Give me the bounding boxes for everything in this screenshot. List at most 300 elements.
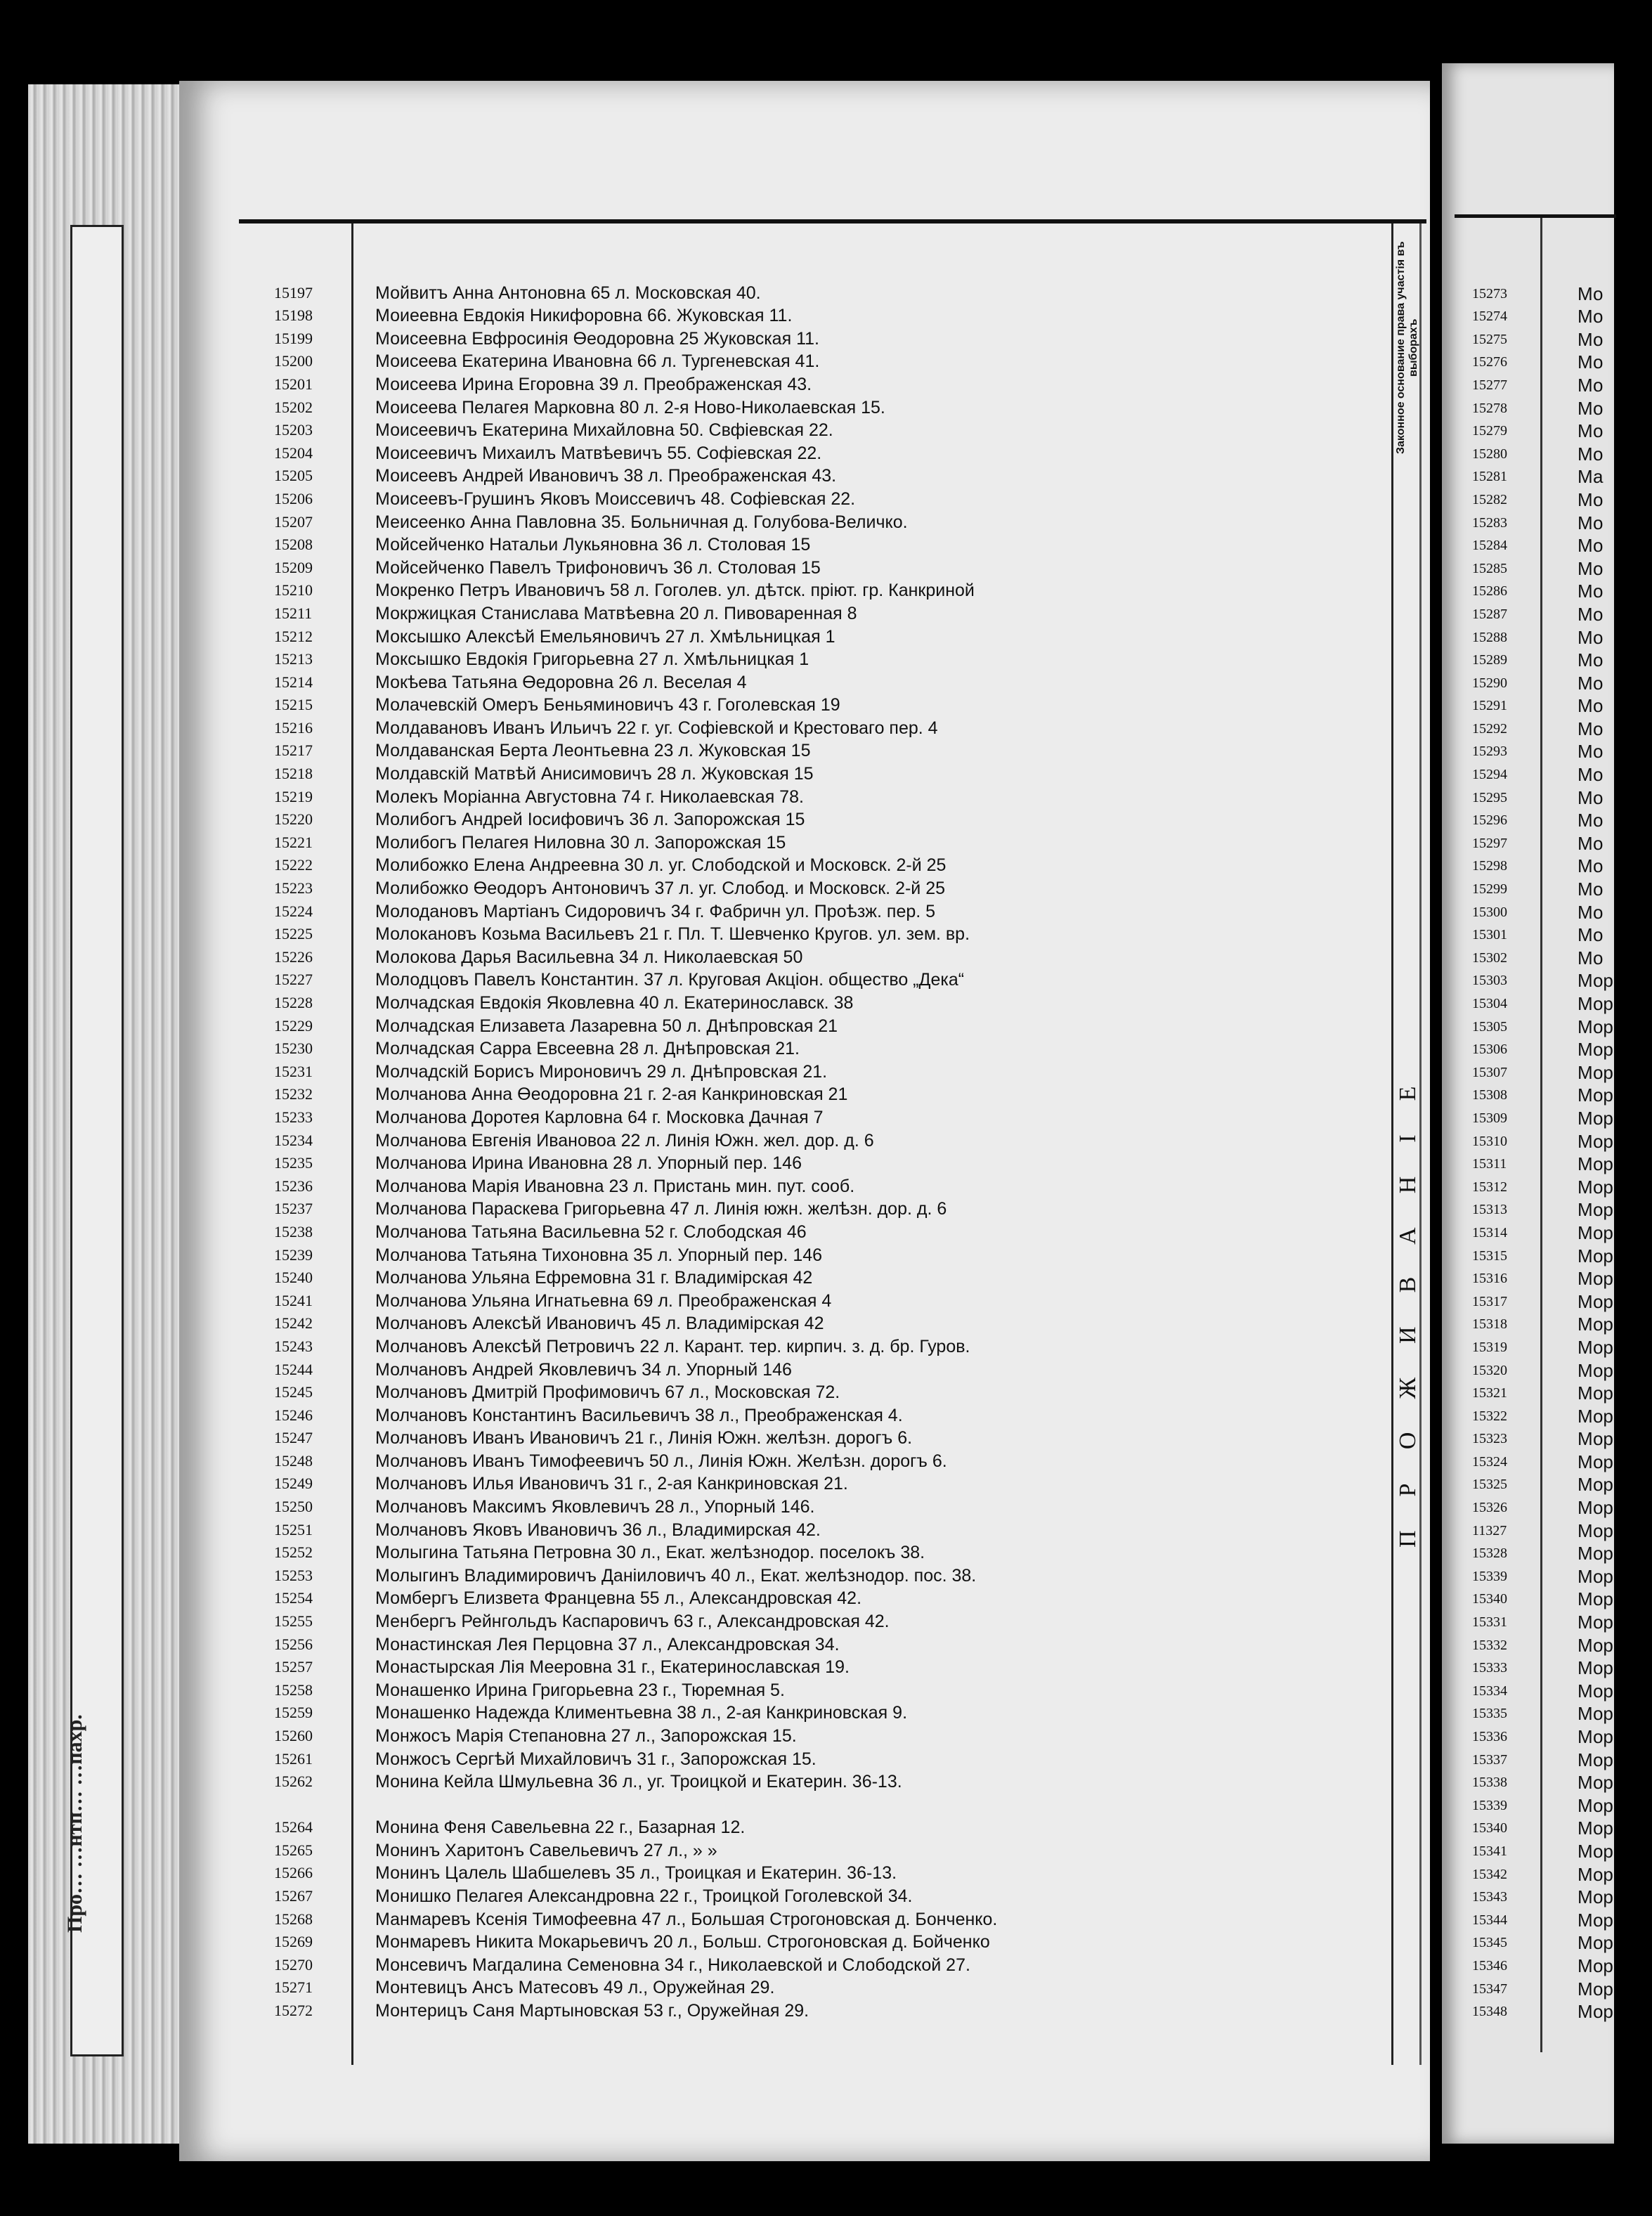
list-item — [1472, 371, 1652, 394]
entry-number: 15290 — [1472, 675, 1507, 691]
list-item — [1472, 1746, 1652, 1769]
entry-text: Молодановъ Мартіанъ Сидоровичъ 34 г. Фабричн ул. Проѣзж. пер. 5 — [375, 901, 936, 921]
entry-text: Мор — [1578, 1336, 1613, 1358]
entry-text: Мор — [1578, 1726, 1613, 1747]
entry-number: 15296 — [1472, 812, 1507, 829]
entry-text: Молыгина Татьяна Петровна 30 л., Екат. желѣзнодор. поселокъ 38. — [375, 1543, 925, 1563]
entry-number: 15265 — [274, 1841, 313, 1859]
list-item — [1472, 509, 1652, 532]
list-item — [274, 1769, 1370, 1792]
entry-text: Мо — [1578, 283, 1604, 304]
list-item — [1472, 967, 1652, 990]
list-item — [1472, 1196, 1652, 1219]
entry-number: 15323 — [1472, 1431, 1507, 1447]
list-item — [1472, 1151, 1652, 1174]
entry-text: Молчановъ Андрей Яковлевичъ 34 л. Упорный 146 — [375, 1359, 792, 1380]
entry-text: Моксышко Алексѣй Емельяновичъ 27 л. Хмѣльницкая 1 — [375, 626, 835, 647]
entry-number: 15295 — [1472, 789, 1507, 805]
entry-number: 15341 — [1472, 1843, 1507, 1859]
entry-text: Мор — [1578, 1359, 1613, 1381]
entry-text: Молыгинъ Владимировичъ Даніиловичъ 40 л., Екат. желѣзнодор. пос. 38. — [375, 1565, 977, 1586]
entry-number: 15333 — [1472, 1660, 1507, 1676]
list-item — [1472, 1356, 1652, 1380]
entry-text: Монастырская Лія Меерoвна 31 г., Екатеринославская 19. — [375, 1657, 850, 1678]
list-item — [1472, 532, 1652, 555]
entry-number: 15264 — [274, 1818, 313, 1836]
entry-number: 15306 — [1472, 1042, 1507, 1058]
entry-number: 15344 — [1472, 1912, 1507, 1928]
list-item — [274, 1883, 1370, 1906]
list-item — [274, 1448, 1370, 1471]
entry-text: Мор — [1578, 993, 1613, 1014]
entry-number: 15281 — [1472, 469, 1507, 485]
list-item — [274, 1677, 1370, 1700]
list-item — [274, 738, 1370, 761]
list-item — [274, 463, 1370, 486]
list-item — [274, 784, 1370, 807]
list-item — [274, 371, 1370, 394]
list-item — [274, 1540, 1370, 1563]
entry-text: Мо — [1578, 741, 1604, 763]
entry-text: Моисеевъ Андрей Ивановичъ 38 л. Преображенская 43. — [375, 466, 837, 486]
list-item — [1472, 1333, 1652, 1356]
entry-number: 15288 — [1472, 629, 1507, 645]
list-item — [1472, 875, 1652, 898]
entry-number: 15270 — [274, 1955, 313, 1974]
list-item — [1472, 1265, 1652, 1288]
entry-number: 15336 — [1472, 1729, 1507, 1744]
entry-text: Мойвитъ Анна Антоновна 65 л. Московская 40. — [375, 283, 761, 303]
list-item — [1472, 1815, 1652, 1838]
entry-number: 15225 — [274, 925, 313, 943]
entry-number: 15275 — [1472, 331, 1507, 347]
list-item — [274, 1425, 1370, 1449]
entry-number: 11327 — [1472, 1522, 1507, 1538]
entry-text: Молокова Дарья Васильевна 34 л. Николаевская 50 — [375, 947, 803, 967]
list-item — [1472, 784, 1652, 807]
list-item — [1472, 1586, 1652, 1609]
entry-text: Молчанова Параскева Григорьевна 47 л. Линія южн. желѣзн. дор. д. 6 — [375, 1199, 947, 1219]
list-item — [274, 555, 1370, 578]
list-item — [274, 440, 1370, 463]
entry-number: 15267 — [274, 1886, 313, 1905]
entry-number: 15209 — [274, 558, 313, 576]
list-item — [1472, 349, 1652, 372]
entry-number: 15282 — [1472, 491, 1507, 507]
list-item — [1472, 1219, 1652, 1242]
entry-number: 15313 — [1472, 1202, 1507, 1218]
entry-text: Мор — [1578, 1909, 1613, 1931]
list-item — [274, 303, 1370, 326]
entry-number: 15321 — [1472, 1385, 1507, 1401]
list-item — [1472, 1677, 1652, 1700]
entry-number: 15348 — [1472, 2004, 1507, 2020]
entry-number: 15199 — [274, 329, 313, 347]
entry-text: Мо — [1578, 306, 1604, 328]
entry-text: Мор — [1578, 1657, 1613, 1679]
entry-number: 15222 — [274, 856, 313, 874]
list-item — [274, 921, 1370, 945]
entry-text: Монмаревъ Никита Мокарьевичъ 20 л., Больш. Строгоновская д. Бойченко — [375, 1932, 990, 1952]
list-item — [274, 853, 1370, 876]
entry-number: 15198 — [274, 306, 313, 325]
list-item — [1472, 898, 1652, 921]
list-item — [274, 807, 1370, 830]
entry-text: Мор — [1578, 1520, 1613, 1541]
entry-number: 15226 — [274, 947, 313, 966]
list-item — [274, 532, 1370, 555]
entry-number: 15231 — [274, 1062, 313, 1080]
entry-number: 15312 — [1472, 1179, 1507, 1195]
entry-text: Меисеенко Анна Павловна 35. Больничная д. Голубова-Величко. — [375, 512, 908, 532]
entry-text: Мо — [1578, 603, 1604, 625]
list-item — [274, 1402, 1370, 1425]
entry-text: Мор — [1578, 1840, 1613, 1862]
list-item — [274, 1196, 1370, 1219]
entry-text: Молдаванская Берта Леонтьевна 23 л. Жуковская 15 — [375, 741, 811, 761]
list-item — [1472, 669, 1652, 692]
entry-text: Мор — [1578, 1245, 1613, 1266]
entry-number: 15223 — [274, 879, 313, 898]
entry-number: 15272 — [274, 2001, 313, 2019]
entry-text: Мор — [1578, 1084, 1613, 1106]
entry-text: Мор — [1578, 1543, 1613, 1564]
entry-text: Моисеева Екатерина Ивановна 66 л. Тургеневская 41. — [375, 351, 820, 372]
list-item — [1472, 463, 1652, 486]
list-item — [1472, 1791, 1652, 1815]
header-rule — [239, 219, 1426, 223]
entry-number: 15255 — [274, 1612, 313, 1631]
entry-number: 15277 — [1472, 377, 1507, 393]
entry-text: Молибогъ Пелагея Ниловна 30 л. Запорожская 15 — [375, 832, 786, 853]
list-item — [274, 1104, 1370, 1127]
list-item — [274, 647, 1370, 670]
list-item — [274, 1723, 1370, 1746]
entry-number: 15250 — [274, 1498, 313, 1516]
list-item — [1472, 853, 1652, 876]
entry-number: 15216 — [274, 718, 313, 737]
entry-number: 15305 — [1472, 1018, 1507, 1035]
list-item — [1472, 1402, 1652, 1425]
entry-text: Монастинская Лея Перцовна 37 л., Александровская 34. — [375, 1634, 840, 1654]
entry-text: Монсевичъ Магдалина Семеновна 34 г., Николаевской и Слободской 27. — [375, 1955, 970, 1975]
margin-note: Законное основание права участія въ выборахъ — [1395, 241, 1419, 455]
list-item — [1472, 1540, 1652, 1563]
entry-text: Мо — [1578, 512, 1604, 533]
entry-number: 15208 — [274, 536, 313, 554]
entry-text: Молибожко Елена Андреевна 30 л. уг. Слободской и Московск. 2-й 25 — [375, 855, 947, 876]
entry-text: Мор — [1578, 1772, 1613, 1794]
entry-text: Мор — [1578, 1863, 1613, 1885]
list-item — [274, 600, 1370, 623]
entry-text: Мо — [1578, 810, 1604, 831]
entry-text: Монишко Пелагея Александровна 22 г., Троицкой Гоголевской 34. — [375, 1886, 913, 1906]
list-item — [274, 1265, 1370, 1288]
entry-number: 15300 — [1472, 904, 1507, 920]
entry-number: 15234 — [274, 1131, 313, 1149]
entry-text: Мор — [1578, 1497, 1613, 1519]
list-item — [274, 1654, 1370, 1678]
entry-number: 15326 — [1472, 1500, 1507, 1516]
entry-text: Мор — [1578, 1955, 1613, 1976]
entry-number: 15259 — [274, 1704, 313, 1722]
entry-number: 15302 — [1472, 950, 1507, 966]
entry-number: 15334 — [1472, 1683, 1507, 1699]
entry-text: Мор — [1578, 1886, 1613, 1908]
entry-text: Мор — [1578, 1222, 1613, 1243]
entry-number: 15254 — [274, 1589, 313, 1607]
entry-number: 15298 — [1472, 858, 1507, 874]
entry-number: 15311 — [1472, 1156, 1507, 1172]
entry-text: Мор — [1578, 1107, 1613, 1129]
entry-number: 15345 — [1472, 1935, 1507, 1951]
list-item — [1472, 1173, 1652, 1196]
entry-text: Молчановъ Иванъ Ивановичъ 21 г., Линія Южн. желѣзн. дорогъ 6. — [375, 1428, 913, 1449]
list-item — [274, 1311, 1370, 1334]
entry-number: 15289 — [1472, 652, 1507, 668]
entry-number: 15276 — [1472, 354, 1507, 370]
list-item — [1472, 1493, 1652, 1517]
entry-number: 15219 — [274, 787, 313, 805]
entry-text: Молокановъ Козьма Васильевъ 21 г. Пл. Т. Шевченко Кругов. ул. зем. вр. — [375, 924, 970, 945]
entry-number: 15235 — [274, 1154, 313, 1172]
entry-number: 15340 — [1472, 1591, 1507, 1607]
entry-text: Мор — [1578, 1382, 1613, 1404]
entry-number: 15324 — [1472, 1453, 1507, 1470]
entry-text: Молчанова Татьяна Васильевна 52 г. Слободская 46 — [375, 1222, 807, 1242]
entry-text: Мо — [1578, 581, 1604, 602]
entry-text: Мокренко Петръ Ивановичъ 58 л. Гоголев. ул. дѣтск. пріют. гр. Канкриной — [375, 581, 975, 601]
entry-text: Мо — [1578, 535, 1604, 557]
list-item — [1472, 623, 1652, 647]
entry-number: 15308 — [1472, 1087, 1507, 1103]
entry-text: Молачевскій Омеръ Беньяминовичъ 43 г. Гоголевская 19 — [375, 695, 840, 715]
entry-text: Мокѣева Татьяна Өедоровна 26 л. Веселая 4 — [375, 672, 747, 692]
entry-text: Молчанова Доротея Карловна 64 г. Московка Дачная 7 — [375, 1107, 824, 1127]
list-item — [274, 1586, 1370, 1609]
entry-text: Молдавановъ Иванъ Ильичъ 22 г. уг. Софіевской и Крестоваго пер. 4 — [375, 718, 938, 738]
entry-text: Монинъ Цалель Шабшелевъ 35 л., Троицкая и Екатерин. 36-13. — [375, 1863, 897, 1884]
entry-text: Мо — [1578, 351, 1604, 373]
entry-number: 15258 — [274, 1680, 313, 1699]
book-page-edges — [28, 84, 192, 2144]
entry-number: 15203 — [274, 421, 313, 439]
entry-text: Мор — [1578, 1588, 1613, 1610]
list-item — [1472, 440, 1652, 463]
list-item — [274, 1036, 1370, 1059]
entry-number: 15215 — [274, 696, 313, 714]
entry-text: Мо — [1578, 924, 1604, 946]
entry-number: 15245 — [274, 1383, 313, 1401]
entry-number: 15244 — [274, 1360, 313, 1378]
entry-number: 15315 — [1472, 1248, 1507, 1264]
entry-text: Мо — [1578, 420, 1604, 442]
entry-number: 15309 — [1472, 1110, 1507, 1126]
list-item — [274, 1929, 1370, 1952]
entry-text: Мо — [1578, 397, 1604, 419]
entry-text: Мор — [1578, 1268, 1613, 1290]
entry-text: Молчадская Евдокія Яковлевна 40 л. Екатеринославск. 38 — [375, 993, 854, 1013]
entry-number: 15207 — [274, 512, 313, 531]
entry-number: 15273 — [1472, 285, 1507, 302]
entry-text: Мор — [1578, 1130, 1613, 1152]
page-edge-text: Про… …нтп… …пахр. — [63, 1714, 86, 1933]
list-item — [1472, 760, 1652, 784]
entry-text: Монжосъ Сергѣй Михайловичъ 31 г., Запорожская 15. — [375, 1749, 817, 1769]
entry-text: Мойсейченко Натальи Лукьяновна 36 л. Столовая 15 — [375, 535, 811, 555]
list-item — [274, 1952, 1370, 1975]
list-item — [274, 1860, 1370, 1884]
entry-number: 15307 — [1472, 1064, 1507, 1080]
entry-number: 15274 — [1472, 309, 1507, 325]
entry-number: 15224 — [274, 902, 313, 920]
entry-number: 15230 — [274, 1039, 313, 1058]
entry-number: 15217 — [274, 741, 313, 760]
list-item — [1472, 1471, 1652, 1494]
entry-number: 15297 — [1472, 835, 1507, 851]
list-item — [274, 715, 1370, 738]
entry-number: 15248 — [274, 1451, 313, 1470]
entry-text: Молчановъ Иванъ Тимофеевичъ 50 л., Линія Южн. Желѣзн. дорогъ 6. — [375, 1451, 947, 1471]
list-item — [274, 1975, 1370, 1998]
entry-text: Монина Феня Савельевна 22 г., Базарная 12. — [375, 1817, 746, 1838]
entry-number: 15232 — [274, 1085, 313, 1103]
entry-text: Мор — [1578, 1817, 1613, 1839]
entry-text: Мо — [1578, 374, 1604, 396]
entry-number: 15316 — [1472, 1271, 1507, 1287]
entry-text: Моиеевна Евдокія Никифоровна 66. Жуковская 11. — [375, 306, 793, 326]
list-item — [1472, 1425, 1652, 1449]
entry-text: Мор — [1578, 1565, 1613, 1587]
entry-text: Мор — [1578, 1428, 1613, 1450]
list-item — [274, 280, 1370, 303]
entry-number: 15261 — [274, 1749, 313, 1768]
list-item — [1472, 1654, 1652, 1678]
list-item — [274, 1746, 1370, 1769]
right-voter-list — [1472, 280, 1652, 2021]
entry-text: Молчанова Марія Ивановна 23 л. Пристань мин. пут. сооб. — [375, 1176, 855, 1196]
list-item — [274, 578, 1370, 601]
entry-number: 15240 — [274, 1269, 313, 1287]
list-item — [1472, 1975, 1652, 1998]
entry-text: Монтевицъ Ансъ Матесовъ 49 л., Оружейная 29. — [375, 1978, 775, 1998]
entry-text: Монжосъ Марія Степановна 27 л., Запорожская 15. — [375, 1726, 797, 1746]
entry-text: Мо — [1578, 901, 1604, 923]
entry-number: 15299 — [1472, 881, 1507, 898]
list-item — [1472, 1952, 1652, 1975]
entry-number: 15210 — [274, 581, 313, 600]
entry-text: Мо — [1578, 626, 1604, 648]
entry-text: Молибогъ Андрей Іосифовичъ 36 л. Запорожская 15 — [375, 810, 805, 830]
list-item — [1472, 1082, 1652, 1105]
entry-text: Мор — [1578, 1703, 1613, 1725]
list-item — [274, 1997, 1370, 2021]
entry-text: Молчановъ Алексѣй Ивановичъ 45 л. Владимірская 42 — [375, 1314, 824, 1334]
entry-text: Мо — [1578, 786, 1604, 808]
entry-text: Мор — [1578, 1932, 1613, 1954]
entry-text: Мо — [1578, 879, 1604, 900]
entry-text: Мо — [1578, 488, 1604, 510]
entry-text: Монтерицъ Саня Мартыновская 53 г., Оружейная 29. — [375, 2000, 809, 2021]
entry-text: Мо — [1578, 764, 1604, 786]
list-item — [1472, 692, 1652, 715]
list-item — [1472, 1631, 1652, 1654]
entry-number: 15343 — [1472, 1889, 1507, 1905]
list-item — [1472, 303, 1652, 326]
list-item — [274, 875, 1370, 898]
entry-text: Мо — [1578, 695, 1604, 717]
entry-text: Мо — [1578, 855, 1604, 877]
entry-number: 15242 — [274, 1314, 313, 1333]
entry-number: 15319 — [1472, 1339, 1507, 1355]
entry-text: Молчановъ Дмитрій Профимовичъ 67 л., Московская 72. — [375, 1382, 840, 1403]
list-item — [1472, 1242, 1652, 1265]
entry-number: 15291 — [1472, 698, 1507, 714]
margin-heading: ПРОЖИВАНІЕ — [1395, 1052, 1421, 1548]
entry-text: Мор — [1578, 1978, 1613, 2000]
entry-number: 15211 — [274, 604, 313, 622]
entry-text: Молчанова Ирина Ивановна 28 л. Упорный пер. 146 — [375, 1153, 802, 1174]
entry-number: 15325 — [1472, 1477, 1507, 1493]
entry-text: Мо — [1578, 947, 1604, 968]
entry-number: 15283 — [1472, 514, 1507, 531]
entry-number: 15247 — [274, 1429, 313, 1447]
entry-text: Моксышко Евдокія Григорьевна 27 л. Хмѣльницкая 1 — [375, 649, 809, 670]
list-item — [274, 509, 1370, 532]
list-item — [1472, 1998, 1652, 2021]
list-item — [1472, 555, 1652, 578]
list-item — [1472, 1837, 1652, 1860]
list-item — [274, 990, 1370, 1013]
entry-text: Молчадская Сарра Евсеевна 28 л. Днѣпровская 21. — [375, 1039, 800, 1059]
entry-text: Молчанова Ульяна Ефремовна 31 г. Владимірская 42 — [375, 1268, 813, 1288]
entry-number: 15317 — [1472, 1293, 1507, 1309]
list-item — [1472, 1036, 1652, 1059]
entry-text: Молдавскій Матвѣй Анисимовичъ 28 л. Жуковская 15 — [375, 764, 814, 784]
entry-number: 15214 — [274, 673, 313, 691]
entry-number: 15339 — [1472, 1797, 1507, 1813]
list-item — [274, 1380, 1370, 1403]
entry-text: Мо — [1578, 672, 1604, 694]
list-item — [274, 1791, 1370, 1837]
list-item — [274, 623, 1370, 647]
entry-number: 15243 — [274, 1337, 313, 1355]
list-item — [274, 760, 1370, 784]
list-item — [1472, 647, 1652, 670]
list-item — [274, 669, 1370, 692]
entry-number: 15347 — [1472, 1981, 1507, 1997]
entry-number: 15236 — [274, 1177, 313, 1195]
entry-text: Монашенко Надежда Климентьевна 38 л., 2-ая Канкриновская 9. — [375, 1703, 908, 1723]
list-item — [274, 1608, 1370, 1631]
entry-number: 15202 — [274, 398, 313, 416]
list-item — [274, 898, 1370, 921]
entry-text: Мо — [1578, 328, 1604, 350]
list-item — [1472, 486, 1652, 509]
entry-text: Мор — [1578, 1039, 1613, 1061]
entry-text: Молчановъ Максимъ Яковлевичъ 28 л., Упорный 146. — [375, 1497, 815, 1517]
entry-number: 15322 — [1472, 1408, 1507, 1424]
list-item — [274, 486, 1370, 509]
entry-number: 15279 — [1472, 423, 1507, 439]
entry-number: 15294 — [1472, 767, 1507, 783]
entry-text: Моисеева Ирина Егоровна 39 л. Преображенская 43. — [375, 374, 812, 394]
list-item — [1472, 1860, 1652, 1884]
list-item — [1472, 921, 1652, 945]
entry-number: 15200 — [274, 352, 313, 370]
list-item — [1472, 1929, 1652, 1952]
entry-text: Манмаревъ Ксенія Тимофеевна 47 л., Большая Строгоновская д. Бонченко. — [375, 1909, 998, 1929]
